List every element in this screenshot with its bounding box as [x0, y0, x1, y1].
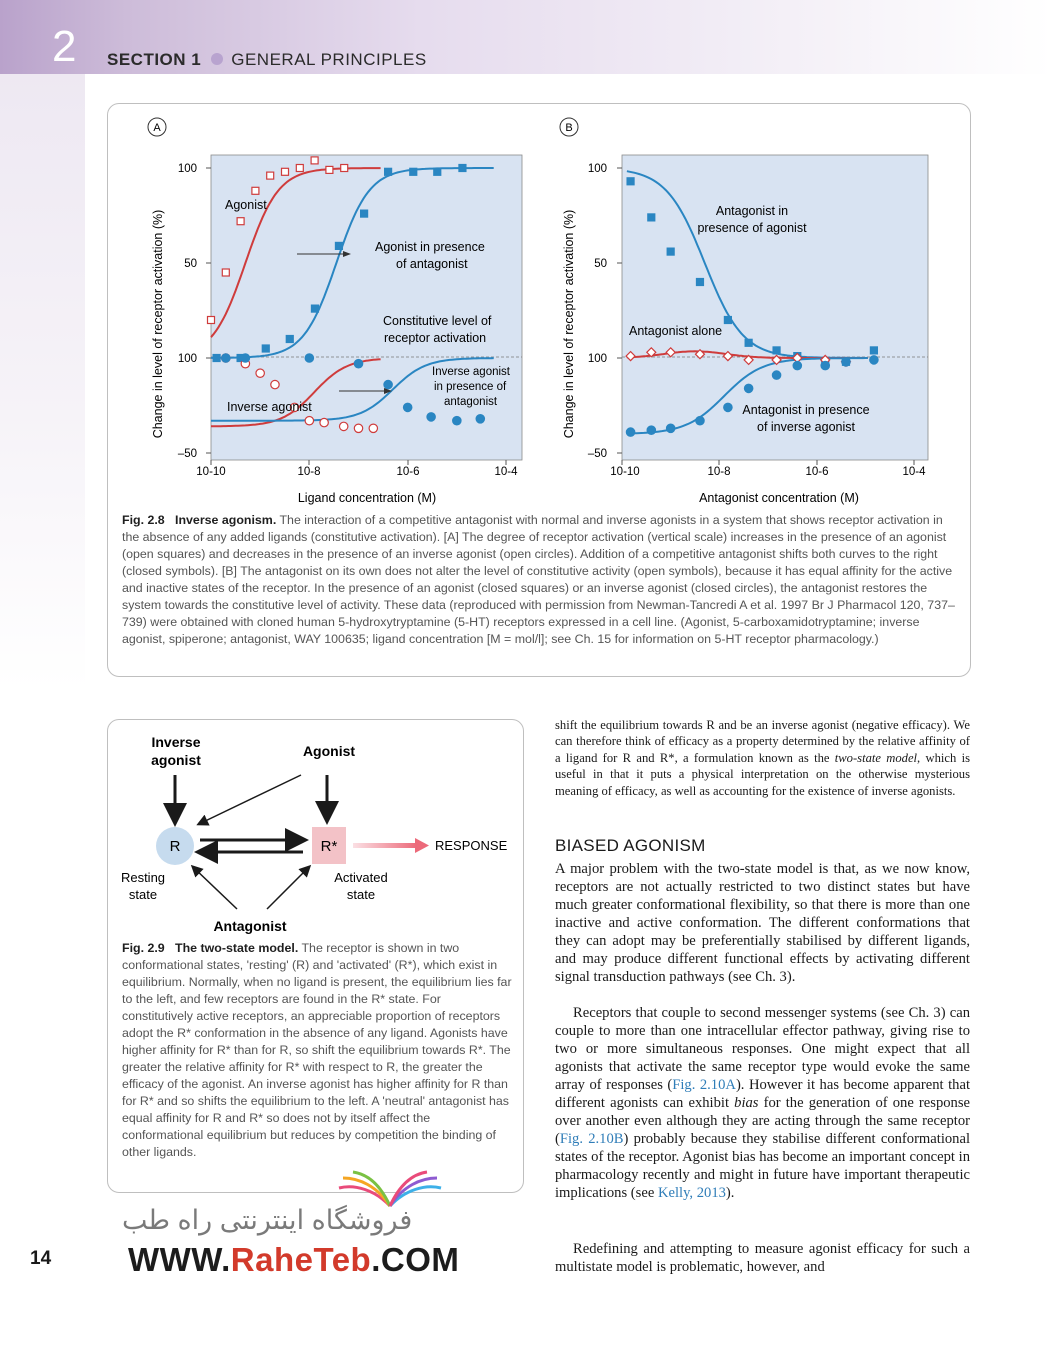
data-point — [311, 305, 318, 312]
response-arrowhead-icon — [415, 838, 429, 853]
data-point — [305, 354, 313, 362]
caption-fig-number: Fig. 2.9 — [122, 941, 165, 955]
data-point — [339, 422, 347, 430]
y-tick-label: 100 — [177, 163, 197, 175]
data-point — [793, 361, 801, 369]
data-point — [647, 426, 655, 434]
annotation-agonist: Agonist — [225, 198, 267, 212]
watermark-url: WWW.RaheTeb.COM — [128, 1241, 460, 1278]
response-arrow-icon — [353, 843, 417, 848]
body-paragraph-1: shift the equilibrium towards R and be an inverse agonist (negative efficacy). We can therefore think of efficacy as a property determined by the relative affinity of a ligand for R and R*, a formulation known as the two-state model, which is useful in that it puts a physical interpretation on the otherwise mysterious meaning of efficacy, as well as accounting for the existence of inverse agonists. — [555, 718, 970, 798]
data-point — [410, 168, 417, 175]
page-side-band — [0, 0, 85, 690]
label-resting-state: state — [128, 887, 158, 902]
annotation-inverse-antagonist-1: Inverse agonist — [432, 366, 510, 378]
y-tick-label: 50 — [594, 258, 607, 270]
data-point — [320, 418, 328, 426]
caption-fig-number: Fig. 2.8 — [122, 513, 165, 527]
x-tick-label: 10-4 — [494, 466, 518, 478]
label-rstar: R* — [320, 838, 338, 855]
data-point — [459, 165, 466, 172]
data-point — [252, 187, 259, 194]
data-point — [256, 369, 264, 377]
data-point — [369, 424, 377, 432]
data-point — [271, 380, 279, 388]
data-point — [724, 317, 731, 324]
caption-title: Inverse agonism. — [175, 513, 277, 527]
section-heading — [107, 50, 427, 70]
y-tick-label: 100 — [177, 353, 197, 365]
two-state-diagram — [107, 719, 522, 939]
data-point — [267, 172, 274, 179]
data-point — [286, 336, 293, 343]
chart-panel-b — [562, 155, 928, 505]
annotation-inverse-antagonist-2: in presence of — [434, 381, 507, 393]
body-paragraph-4: Redefining and attempting to measure agonist efficacy for such a multistate model is problematic, however, and — [555, 1241, 970, 1275]
data-point — [745, 339, 752, 346]
x-tick-label: 10-8 — [707, 466, 731, 478]
link-kelly-2013[interactable]: Kelly, 2013 — [657, 1185, 726, 1201]
data-point — [213, 355, 220, 362]
body-paragraph-2: A major problem with the two-state model is that, as we now know, receptors are not actually restricted to two distinct states but have much greater conformational flexibility, so that there is more than one inactive and active conformation. The different conformations that they can adopt may be preferentially stabilised by different ligands, and may produce different functional effects by activating different signal transduction pathways (see Ch. 3). — [555, 861, 970, 985]
annotation-antag-inverse-1: Antagonist in presence — [742, 403, 870, 417]
data-point — [772, 371, 780, 379]
chapter-number: 2 — [52, 22, 77, 71]
data-point — [666, 424, 674, 432]
x-tick-label: 10-10 — [196, 466, 226, 478]
panel-b-label: B — [565, 122, 573, 134]
x-ticks-a — [196, 460, 518, 478]
annotation-constitutive-1: Constitutive level of — [383, 314, 492, 328]
page-number: 14 — [30, 1248, 52, 1269]
data-point — [667, 248, 674, 255]
panel-b-badge — [560, 118, 578, 136]
data-point — [744, 384, 752, 392]
y-tick-label: –50 — [177, 448, 197, 460]
annotation-constitutive-2: receptor activation — [384, 331, 487, 345]
caption-title: The two-state model. — [175, 941, 299, 955]
data-point — [842, 358, 850, 366]
data-point — [453, 417, 461, 425]
caption-text: The receptor is shown in two conformational states, 'resting' (R) and 'activated' (R*), which exist in equilibrium. Normally, when no ligand is present, the equilibrium lies far to the left, and few receptors are found in the R* state. For constitutively active receptors, an appreciable proportion of receptors adopt the R* conformation in the absence of any ligand. Agonists have higher affinity for R* than for R, so shift the equilibrium towards R*. The greater the relative affinity for R* with respect to R, the greater the efficacy of the agonist. An inverse agonist has higher affinity for R than for R* and so shifts the equilibrium to the left. A 'neutral' antagonist has equal affinity for R and R* so does not by itself affect the conformational equilibrium but reduces by competition the binding of other ligands. — [122, 941, 512, 1159]
section-heading-biased-agonism: BIASED AGONISM — [555, 836, 706, 855]
data-point — [648, 214, 655, 221]
label-activated-state: state — [346, 887, 376, 902]
link-fig-2-10b[interactable]: Fig. 2.10B — [559, 1131, 624, 1147]
annotation-agonist-antagonist-2: of antagonist — [396, 257, 468, 271]
data-point — [222, 354, 230, 362]
x-tick-label: 10-8 — [297, 466, 321, 478]
figure-2-9-caption — [122, 940, 514, 1161]
y-tick-label: –50 — [587, 448, 607, 460]
x-tick-label: 10-6 — [396, 466, 420, 478]
x-tick-label: 10-4 — [902, 466, 926, 478]
annotation-antag-agonist-2: presence of agonist — [697, 221, 807, 235]
data-point — [341, 165, 348, 172]
data-point — [476, 415, 484, 423]
label-r: R — [169, 838, 181, 855]
arrow-icon — [267, 867, 309, 909]
y-tick-label: 50 — [184, 258, 197, 270]
data-point — [434, 168, 441, 175]
data-point — [354, 424, 362, 432]
data-point — [870, 347, 877, 354]
arrow-icon — [199, 775, 301, 824]
y-axis-label-a: Change in level of receptor activation (%) — [151, 209, 165, 439]
figure-2-8-charts — [107, 103, 969, 513]
figure-2-8-caption — [122, 512, 957, 648]
data-point — [696, 417, 704, 425]
x-tick-label: 10-10 — [610, 466, 640, 478]
y-ticks-a — [178, 163, 211, 460]
section-dot-icon — [211, 53, 223, 65]
panel-a-label: A — [153, 122, 161, 134]
y-axis-label-b: Change in level of receptor activation (%) — [562, 209, 576, 439]
link-fig-2-10a[interactable]: Fig. 2.10A — [672, 1077, 736, 1093]
data-point — [262, 345, 269, 352]
x-ticks-b — [610, 460, 926, 478]
data-point — [311, 157, 318, 164]
y-tick-label: 100 — [587, 163, 607, 175]
section-title: GENERAL PRINCIPLES — [231, 50, 427, 69]
data-point — [326, 166, 333, 173]
data-point — [305, 417, 313, 425]
x-axis-label-b: Antagonist concentration (M) — [699, 491, 859, 505]
annotation-antag-alone: Antagonist alone — [629, 324, 723, 338]
y-ticks-b — [588, 163, 622, 460]
annotation-inverse-antagonist-3: antagonist — [444, 396, 498, 408]
data-point — [241, 354, 249, 362]
label-agonist-2: agonist — [151, 752, 201, 768]
data-point — [354, 360, 362, 368]
section-label: SECTION 1 — [107, 50, 202, 69]
data-point — [222, 269, 229, 276]
data-point — [821, 361, 829, 369]
annotation-antag-inverse-2: of inverse agonist — [757, 420, 855, 434]
label-agonist: Agonist — [302, 743, 356, 759]
annotation-antag-agonist-1: Antagonist in — [715, 204, 789, 218]
data-point — [626, 428, 634, 436]
label-response: RESPONSE — [435, 838, 508, 853]
data-point — [403, 403, 411, 411]
label-antagonist: Antagonist — [213, 918, 287, 934]
watermark-persian: فروشگاه اینترنتی راه طب — [122, 1205, 413, 1235]
data-point — [696, 279, 703, 286]
data-point — [237, 218, 244, 225]
label-activated: Activated — [334, 870, 388, 885]
data-point — [282, 168, 289, 175]
panel-a-badge — [148, 118, 166, 136]
caption-text: The interaction of a competitive antagonist with normal and inverse agonists in a system that shows receptor activation in the absence of any added ligands (constitutive activation). [A] The degree of receptor activation (vertical scale) increases in the presence of an agonist (open squares) and decreases in the presence of an inverse agonist (open circles). Addition of a competitive antagonist shifts both curves to the right (closed symbols). [B] The antagonist on its own does not alter the level of constitutive activity (open symbols), because it has equal affinity for the active and inactive states of the receptor. In the presence of an agonist (closed squares) or an inverse agonist (closed circles), the antagonist restores the system towards the constitutive level of activity. These data (reproduced with permission from Newman-Tancredi A et al. 1997 Br J Pharmacol 120, 737–739) were obtained with cloned human 5-hydroxytryptamine (5-HT) receptors expressed in a cell line. (Agonist, 5-carboxamidotryptamine; inverse agonist, spiperone; antagonist, WAY 100635; ligand concentration [M = mol/l]; see Ch. 15 for information on 5-HT receptor pharmacology.) — [122, 513, 955, 646]
data-point — [627, 178, 634, 185]
x-tick-label: 10-6 — [805, 466, 829, 478]
chart-panel-a — [151, 155, 522, 505]
data-point — [335, 242, 342, 249]
data-point — [724, 403, 732, 411]
y-tick-label: 100 — [587, 353, 607, 365]
data-point — [361, 210, 368, 217]
data-point — [296, 165, 303, 172]
label-inverse: Inverse — [151, 734, 201, 750]
data-point — [773, 347, 780, 354]
book-logo-icon — [335, 1170, 445, 1210]
body-paragraph-3: Receptors that couple to second messenger systems (see Ch. 3) can couple to more than one intracellular effector pathway, giving rise to two or more simultaneous responses. One might expect that all agonists that activate the same receptor type would evoke the same array of responses (Fig. 2.10A). However it has become apparent that different agonists can exhibit bias for the generation of one response over another even although they are acting through the same receptor (Fig. 2.10B) probably because they stabilise different conformational states of the receptor. Agonist bias has become an important concept in pharmacology recently and might in future have important therapeutic implications (see Kelly, 2013). — [555, 1005, 971, 1201]
annotation-agonist-antagonist-1: Agonist in presence — [375, 240, 485, 254]
arrow-icon — [193, 867, 237, 909]
data-point — [427, 413, 435, 421]
data-point — [870, 356, 878, 364]
annotation-inverse-agonist: Inverse agonist — [227, 400, 312, 414]
label-resting: Resting — [120, 870, 166, 885]
data-point — [208, 317, 215, 324]
data-point — [385, 168, 392, 175]
x-axis-label-a: Ligand concentration (M) — [297, 491, 437, 505]
data-point — [384, 380, 392, 388]
